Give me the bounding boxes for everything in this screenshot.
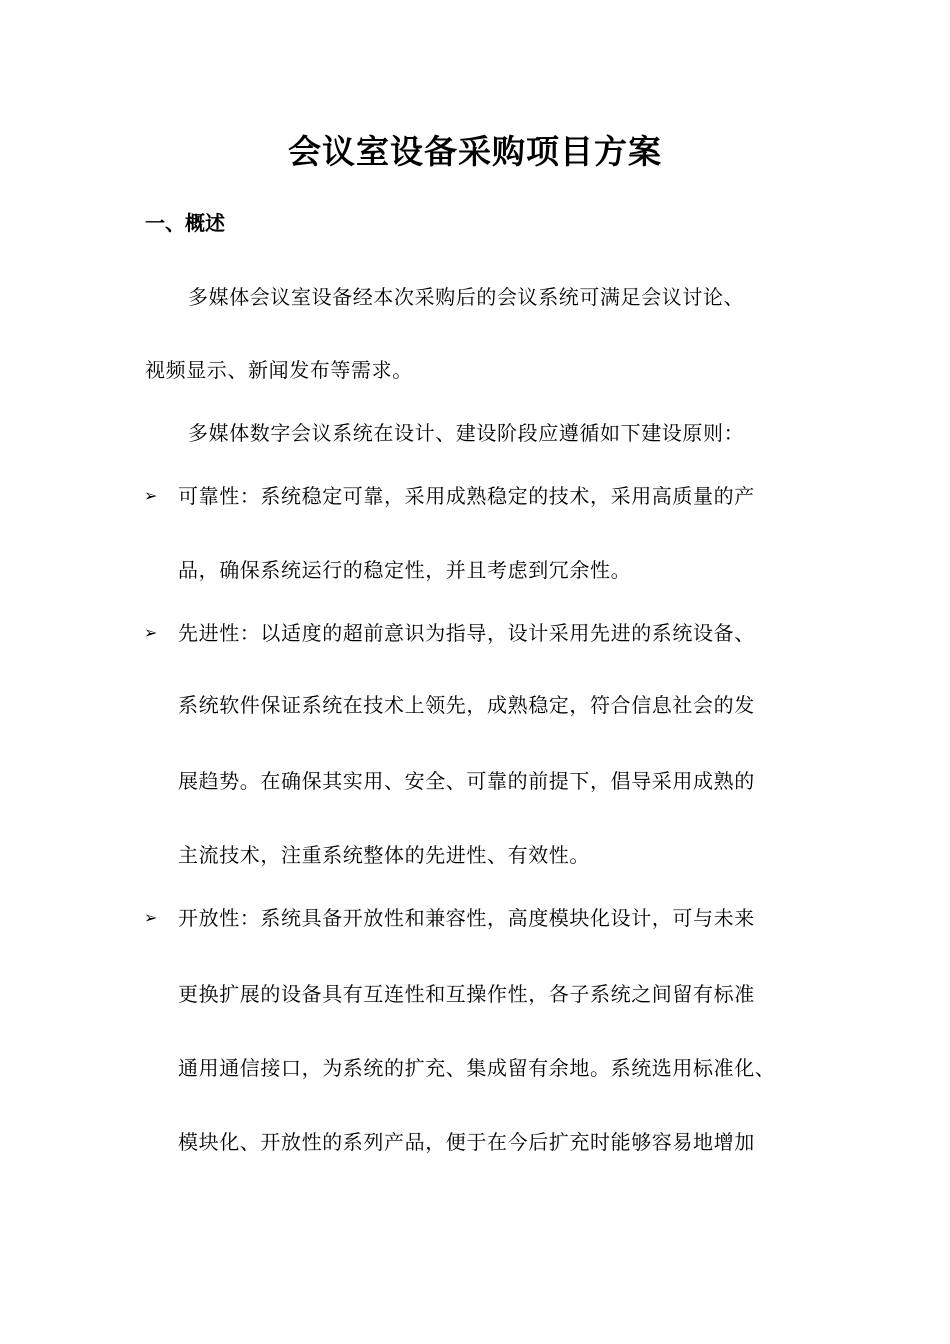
document-title: 会议室设备采购项目方案 xyxy=(288,132,662,171)
principle-line: 更换扩展的设备具有互连性和互操作性，各子系统之间留有标准 xyxy=(178,982,755,1006)
principle-line: 系统软件保证系统在技术上领先，成熟稳定，符合信息社会的发 xyxy=(178,693,755,717)
intro-paragraph-line: 多媒体会议室设备经本次采购后的会议系统可满足会议讨论、 xyxy=(188,285,745,309)
principle-line: 主流技术，注重系统整体的先进性、有效性。 xyxy=(178,843,590,867)
principle-line: 可靠性：系统稳定可靠，采用成熟稳定的技术，采用高质量的产 xyxy=(178,484,755,508)
bullet-arrow-icon: ➢ xyxy=(144,623,158,642)
principle-line: 开放性：系统具备开放性和兼容性，高度模块化设计，可与未来 xyxy=(178,906,755,930)
principle-line: 品，确保系统运行的稳定性，并且考虑到冗余性。 xyxy=(178,558,632,582)
principle-line: 通用通信接口，为系统的扩充、集成留有余地。系统选用标准化、 xyxy=(178,1056,776,1080)
intro-paragraph-line: 视频显示、新闻发布等需求。 xyxy=(145,358,413,382)
principles-intro-paragraph: 多媒体数字会议系统在设计、建设阶段应遵循如下建设原则： xyxy=(188,421,745,445)
bullet-arrow-icon: ➢ xyxy=(144,486,158,505)
bullet-arrow-icon: ➢ xyxy=(144,908,158,927)
principle-line: 先进性：以适度的超前意识为指导，设计采用先进的系统设备、 xyxy=(178,621,755,645)
section-heading: 一、概述 xyxy=(145,211,225,235)
principle-line: 展趋势。在确保其实用、安全、可靠的前提下，倡导采用成熟的 xyxy=(178,769,755,793)
principle-line: 模块化、开放性的系列产品，便于在今后扩充时能够容易地增加 xyxy=(178,1130,755,1154)
